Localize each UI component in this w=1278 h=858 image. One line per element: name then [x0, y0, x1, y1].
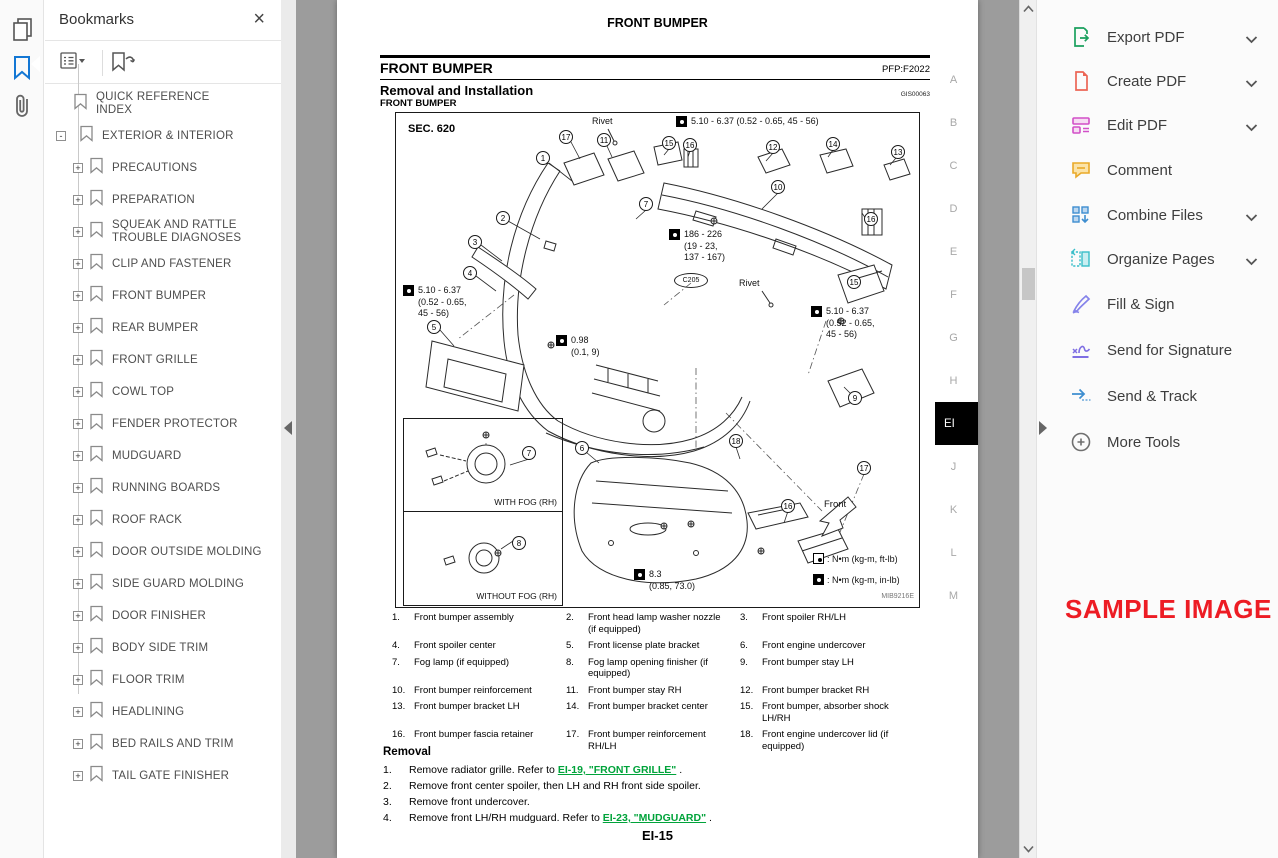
part-item: [392, 612, 566, 635]
sample-image-watermark: SAMPLE IMAGE: [1065, 594, 1272, 624]
callout-number: 4: [463, 266, 477, 280]
left-tool-rail: [0, 0, 44, 858]
part-item: [392, 640, 566, 652]
fill-sign-icon: [1069, 292, 1093, 316]
bookmark-label: MUDGUARD: [112, 449, 182, 462]
removal-step: [383, 778, 923, 794]
bookmarks-toolbar: [45, 42, 281, 84]
callout-number: 15: [662, 136, 676, 150]
part-number: 9.: [740, 656, 748, 668]
bookmark-label: FENDER PROTECTOR: [112, 417, 238, 430]
callout-number: 1: [536, 151, 550, 165]
parts-list: [392, 612, 932, 752]
bookmarks-panel-title: Bookmarks: [59, 11, 135, 28]
bookmark-flag-icon: [89, 669, 104, 691]
expand-plus-icon[interactable]: +: [73, 611, 83, 621]
part-label: Front bumper bracket RH: [762, 684, 870, 696]
bookmark-item[interactable]: [45, 88, 281, 120]
callout-number: 16: [683, 138, 697, 152]
torque-spec-right: 5.10 - 6.37 (0.52 - 0.65, 45 - 56): [811, 306, 875, 341]
section-title: FRONT BUMPER: [380, 60, 493, 76]
step-number: 1.: [383, 764, 392, 776]
tool-comment[interactable]: Comment: [1037, 154, 1278, 186]
expand-plus-icon[interactable]: +: [73, 771, 83, 781]
step-number: 2.: [383, 780, 392, 792]
bookmark-item[interactable]: [45, 216, 281, 248]
chevron-down-icon[interactable]: [1245, 253, 1258, 271]
bookmark-label: FRONT BUMPER: [112, 289, 207, 302]
part-number: 3.: [740, 612, 748, 623]
page-thumbnails-icon[interactable]: [9, 16, 36, 43]
bookmark-label: REAR BUMPER: [112, 321, 199, 334]
part-number: 13.: [392, 701, 406, 712]
tool-edit-pdf[interactable]: Edit PDF: [1037, 109, 1278, 141]
section-tab: K: [949, 503, 958, 516]
step-text: Remove front LH/RH mudguard. Refer to EI-23, "MUDGUARD" .: [409, 812, 712, 824]
part-number: 16.: [392, 729, 406, 740]
legend-inlb: : N•m (kg-m, in-lb): [813, 574, 900, 585]
bookmark-label: QUICK REFERENCE INDEX: [96, 91, 210, 116]
tool-fill-sign[interactable]: Fill & Sign: [1037, 288, 1278, 320]
expand-plus-icon[interactable]: +: [73, 483, 83, 493]
part-item: [566, 685, 740, 697]
part-number: 2.: [566, 612, 574, 623]
part-number: 1.: [392, 612, 400, 623]
part-item: [740, 657, 918, 680]
inset-divider: [403, 511, 563, 512]
part-number: 10.: [392, 684, 406, 696]
create-pdf-icon: [1069, 69, 1093, 93]
pfp-code: PFP:F2022: [881, 64, 930, 75]
bookmark-label: PRECAUTIONS: [112, 161, 198, 174]
edit-pdf-icon: [1069, 113, 1093, 137]
callout-number: 8: [512, 536, 526, 550]
toolbar-separator: [102, 50, 103, 76]
bookmark-item[interactable]: [45, 152, 281, 184]
bookmark-item[interactable]: [45, 728, 281, 760]
document-viewport: [296, 0, 1019, 858]
part-number: 12.: [740, 684, 754, 696]
bookmark-flag-icon: [89, 349, 104, 371]
attachments-icon[interactable]: [9, 92, 36, 119]
bookmark-label: PREPARATION: [112, 193, 195, 206]
expand-plus-icon[interactable]: +: [73, 675, 83, 685]
section-tab: EI: [935, 402, 978, 445]
vertical-scrollbar[interactable]: [1019, 0, 1036, 858]
part-item: [740, 640, 918, 652]
part-label: Front bumper fascia retainer: [414, 729, 534, 740]
bookmark-label: DOOR OUTSIDE MOLDING: [112, 545, 262, 558]
part-label: Front engine undercover lid (if equipped): [762, 729, 889, 752]
callout-number: 14: [826, 137, 840, 151]
section-tab: A: [949, 73, 958, 86]
bookmark-flag-icon: [89, 477, 104, 499]
callout-number: 16: [864, 212, 878, 226]
bookmark-label: COWL TOP: [112, 385, 175, 398]
expand-plus-icon[interactable]: +: [73, 707, 83, 717]
panel-collapse-strip: [281, 0, 296, 858]
bookmark-item[interactable]: [45, 376, 281, 408]
torque-spec-left: 5.10 - 6.37 (0.52 - 0.65, 45 - 56): [403, 285, 467, 320]
removal-steps: [383, 762, 923, 826]
bookmark-item[interactable]: [45, 440, 281, 472]
part-number: 5.: [566, 640, 574, 651]
bookmarks-list: [45, 88, 281, 792]
torque-spec-small: 0.98 (0.1, 9): [556, 335, 600, 358]
callout-number: 15: [847, 275, 861, 289]
bookmark-item[interactable]: [45, 344, 281, 376]
expand-plus-icon[interactable]: +: [73, 355, 83, 365]
step-number: 4.: [383, 812, 392, 824]
bookmark-label: BODY SIDE TRIM: [112, 641, 209, 654]
part-item: [740, 701, 918, 724]
more-tools-icon: [1069, 430, 1093, 454]
tool-send-and-track[interactable]: Send & Track: [1037, 380, 1278, 412]
expand-plus-icon[interactable]: +: [73, 547, 83, 557]
expand-plus-icon[interactable]: +: [73, 451, 83, 461]
removal-step: [383, 810, 923, 826]
callout-number: 3: [468, 235, 482, 249]
callout-number: 16: [781, 499, 795, 513]
tool-create-pdf[interactable]: Create PDF: [1037, 65, 1278, 97]
bookmark-flag-icon: [89, 637, 104, 659]
tool-combine-files[interactable]: Combine Files: [1037, 199, 1278, 231]
bookmark-flag-icon: [89, 189, 104, 211]
figure-id: MIB9216E: [881, 593, 914, 600]
bookmark-flag-icon: [89, 445, 104, 467]
collapse-left-arrow-icon[interactable]: [284, 421, 292, 435]
torque-icon-filled: [813, 574, 824, 585]
torque-spec-top: 5.10 - 6.37 (0.52 - 0.65, 45 - 56): [676, 116, 819, 128]
bookmark-flag-icon: [79, 125, 94, 147]
comment-icon: [1069, 158, 1093, 182]
expand-plus-icon[interactable]: +: [73, 163, 83, 173]
bookmark-item[interactable]: [45, 536, 281, 568]
torque-icon: [634, 569, 645, 580]
expand-plus-icon[interactable]: +: [73, 227, 83, 237]
subsection-title: Removal and Installation: [380, 83, 534, 98]
section-tab: L: [950, 546, 957, 559]
callout-number: 5: [427, 320, 441, 334]
bookmark-item[interactable]: [45, 248, 281, 280]
section-rule: [380, 55, 930, 58]
section-tab: J: [950, 460, 957, 473]
step-text: Remove front undercover.: [409, 796, 530, 808]
doc-code: GIS00063: [900, 91, 930, 98]
expand-plus-icon[interactable]: +: [73, 387, 83, 397]
part-number: 14.: [566, 701, 580, 712]
bookmark-label: ROOF RACK: [112, 513, 183, 526]
part-number: 15.: [740, 701, 754, 712]
expand-plus-icon[interactable]: +: [73, 739, 83, 749]
expand-plus-icon[interactable]: +: [73, 579, 83, 589]
tool-more-tools[interactable]: More Tools: [1037, 426, 1278, 458]
part-number: 11.: [566, 684, 579, 696]
removal-step: [383, 794, 923, 810]
expand-plus-icon[interactable]: +: [73, 195, 83, 205]
close-icon[interactable]: ×: [253, 8, 265, 30]
callout-number: 10: [771, 180, 785, 194]
bookmark-flag-icon: [89, 765, 104, 787]
scrollbar-thumb[interactable]: [1022, 268, 1035, 300]
bookmark-label: HEADLINING: [112, 705, 185, 718]
part-label: Front bumper assembly: [414, 612, 514, 623]
bookmark-item[interactable]: [45, 568, 281, 600]
part-number: 6.: [740, 640, 748, 651]
combine-files-icon: [1069, 203, 1093, 227]
part-item: [566, 657, 740, 680]
bookmark-flag-icon: [73, 93, 88, 115]
cross-reference-link[interactable]: EI-23, "MUDGUARD": [602, 812, 707, 824]
part-label: Front bumper stay LH: [762, 656, 854, 668]
bookmarks-header: [45, 0, 281, 41]
torque-icon: [403, 285, 414, 296]
part-label: Front bumper stay RH: [588, 684, 682, 696]
bookmark-label: EXTERIOR & INTERIOR: [102, 129, 234, 142]
bookmark-label: CLIP AND FASTENER: [112, 257, 232, 270]
callout-number: 12: [766, 140, 780, 154]
bookmark-label: DOOR FINISHER: [112, 609, 206, 622]
bookmark-flag-icon: [89, 541, 104, 563]
part-number: 7.: [392, 656, 400, 668]
connector-label: C205: [674, 273, 708, 288]
bookmark-flag-icon: [89, 285, 104, 307]
scroll-up-icon[interactable]: [1020, 2, 1037, 16]
part-label: Front engine undercover: [762, 640, 866, 651]
bookmark-label: TAIL GATE FINISHER: [112, 769, 230, 782]
bookmark-item[interactable]: [45, 312, 281, 344]
step-text: Remove radiator grille. Refer to EI-19, "FRONT GRILLE" .: [409, 764, 683, 776]
bookmark-flag-icon: [89, 733, 104, 755]
bookmark-label: BED RAILS AND TRIM: [112, 737, 234, 750]
send-and-track-icon: [1069, 384, 1093, 408]
part-item: [566, 701, 740, 724]
chevron-down-icon[interactable]: [1245, 119, 1258, 137]
bookmark-item[interactable]: [45, 120, 281, 152]
part-item: [392, 701, 566, 724]
bookmark-flag-icon: [89, 413, 104, 435]
section-tab: C: [949, 159, 958, 172]
torque-icon: [669, 229, 680, 240]
bookmark-label: FLOOR TRIM: [112, 673, 185, 686]
new-bookmark-icon[interactable]: [110, 51, 136, 80]
section-tab: D: [949, 202, 958, 215]
bookmark-options-icon[interactable]: [60, 51, 88, 78]
bookmark-label: RUNNING BOARDS: [112, 481, 221, 494]
bookmark-label: SQUEAK AND RATTLE TROUBLE DIAGNOSES: [112, 219, 242, 244]
fog-lamp-inset-box: [403, 418, 563, 606]
section-tab: M: [948, 589, 959, 602]
part-label: Fog lamp (if equipped): [414, 656, 510, 668]
torque-spec-reinforcement: 186 - 226 (19 - 23, 137 - 167): [669, 229, 725, 264]
section-tabs: [935, 58, 978, 617]
part-item: [740, 685, 918, 697]
torque-spec-undercover: 8.3 (0.85, 73.0): [634, 569, 695, 592]
bookmark-item[interactable]: [45, 184, 281, 216]
pdf-page: [337, 0, 978, 858]
callout-number: 17: [559, 130, 573, 144]
part-label: Front bumper bracket LH: [414, 701, 520, 712]
part-label: Front bumper reinforcement RH/LH: [588, 729, 706, 752]
tools-panel: [1036, 0, 1278, 858]
cross-reference-link[interactable]: EI-19, "FRONT GRILLE": [557, 764, 677, 776]
bookmark-item[interactable]: [45, 664, 281, 696]
part-item: [392, 685, 566, 697]
step-text: Remove front center spoiler, then LH and RH front side spoiler.: [409, 780, 701, 792]
bookmark-flag-icon: [89, 157, 104, 179]
collapse-expander-icon[interactable]: -: [56, 131, 66, 141]
bookmark-item[interactable]: [45, 472, 281, 504]
bookmark-label: SIDE GUARD MOLDING: [112, 577, 245, 590]
callout-number: 9: [848, 391, 862, 405]
part-label: Front head lamp washer nozzle (if equipped): [588, 612, 721, 635]
part-label: Front spoiler RH/LH: [762, 612, 846, 623]
part-item: [740, 612, 918, 635]
bookmark-flag-icon: [89, 317, 104, 339]
diagram-sec-label: SEC. 620: [408, 123, 456, 135]
bookmark-item[interactable]: [45, 600, 281, 632]
bookmark-item[interactable]: [45, 696, 281, 728]
page-number: EI-15: [641, 828, 674, 843]
callout-number: 7: [522, 446, 536, 460]
expand-plus-icon[interactable]: +: [73, 259, 83, 269]
bookmarks-panel: [45, 0, 281, 858]
expand-plus-icon[interactable]: +: [73, 515, 83, 525]
bookmark-item[interactable]: [45, 408, 281, 440]
legend-ftlb: : N•m (kg-m, ft-lb): [813, 553, 898, 564]
part-item: [566, 640, 740, 652]
exploded-view-diagram: [395, 112, 920, 608]
with-fog-label: WITH FOG (RH): [494, 497, 557, 507]
rivet-label: Rivet: [739, 278, 760, 288]
expand-plus-icon[interactable]: +: [73, 419, 83, 429]
section-tab: H: [949, 374, 958, 387]
without-fog-label: WITHOUT FOG (RH): [476, 591, 557, 601]
part-number: 17.: [566, 729, 580, 740]
export-pdf-icon: [1069, 25, 1093, 49]
removal-heading: Removal: [383, 746, 431, 758]
bookmark-item[interactable]: [45, 632, 281, 664]
chevron-down-icon[interactable]: [1245, 75, 1258, 93]
callout-number: 11: [597, 133, 611, 147]
torque-icon-outline: [813, 553, 824, 564]
part-number: 8.: [566, 656, 574, 668]
step-number: 3.: [383, 796, 392, 808]
callout-number: 17: [857, 461, 871, 475]
organize-pages-icon: [1069, 247, 1093, 271]
section-tab: F: [950, 288, 957, 301]
scroll-down-icon[interactable]: [1020, 842, 1037, 856]
front-direction-label: Front: [824, 499, 847, 510]
removal-step: [383, 762, 923, 778]
bookmark-flag-icon: [89, 253, 104, 275]
bookmark-flag-icon: [89, 381, 104, 403]
part-number: 4.: [392, 640, 400, 651]
section-tab: B: [949, 116, 958, 129]
section-tab: G: [949, 331, 958, 344]
part-item: [740, 729, 918, 752]
chevron-down-icon[interactable]: [1245, 209, 1258, 227]
expand-plus-icon[interactable]: +: [73, 643, 83, 653]
bookmark-flag-icon: [89, 605, 104, 627]
tool-send-for-signature[interactable]: Send for Signature: [1037, 334, 1278, 366]
part-label: Front spoiler center: [414, 640, 496, 651]
page-running-header: FRONT BUMPER: [607, 16, 708, 30]
part-label: Front bumper reinforcement: [414, 684, 532, 696]
part-label: Front bumper, absorber shock LH/RH: [762, 701, 889, 724]
part-label: Front license plate bracket: [588, 640, 700, 651]
bookmark-item[interactable]: [45, 504, 281, 536]
callout-number: 6: [575, 441, 589, 455]
section-rule-thin: [380, 79, 930, 80]
bookmark-flag-icon: [89, 221, 104, 243]
bookmark-item[interactable]: [45, 760, 281, 792]
part-item: [566, 612, 740, 635]
torque-icon: [676, 116, 687, 127]
bookmark-children: [45, 152, 281, 792]
callout-number: 13: [891, 145, 905, 159]
callout-number: 7: [639, 197, 653, 211]
part-item: [392, 657, 566, 680]
tool-organize-pages[interactable]: Organize Pages: [1037, 243, 1278, 275]
part-label: Fog lamp opening finisher (if equipped): [588, 656, 708, 679]
torque-icon: [811, 306, 822, 317]
chevron-down-icon[interactable]: [1245, 31, 1258, 49]
part-number: 18.: [740, 729, 754, 740]
callout-number: 18: [729, 434, 743, 448]
bookmark-flag-icon: [89, 701, 104, 723]
tool-export-pdf[interactable]: Export PDF: [1037, 21, 1278, 53]
part-item: [566, 729, 740, 752]
subsubsection-title: FRONT BUMPER: [380, 98, 457, 109]
callout-number: 2: [496, 211, 510, 225]
rivet-label: Rivet: [592, 116, 613, 126]
part-label: Front bumper bracket center: [588, 701, 708, 712]
bookmark-flag-icon: [89, 509, 104, 531]
section-tab: E: [949, 245, 958, 258]
torque-icon: [556, 335, 567, 346]
active-panel-notch: [31, 56, 40, 72]
bookmark-label: FRONT GRILLE: [112, 353, 198, 366]
expand-plus-icon[interactable]: +: [73, 291, 83, 301]
expand-plus-icon[interactable]: +: [73, 323, 83, 333]
bookmark-item[interactable]: [45, 280, 281, 312]
send-for-signature-icon: [1069, 338, 1093, 362]
bookmark-flag-icon: [89, 573, 104, 595]
